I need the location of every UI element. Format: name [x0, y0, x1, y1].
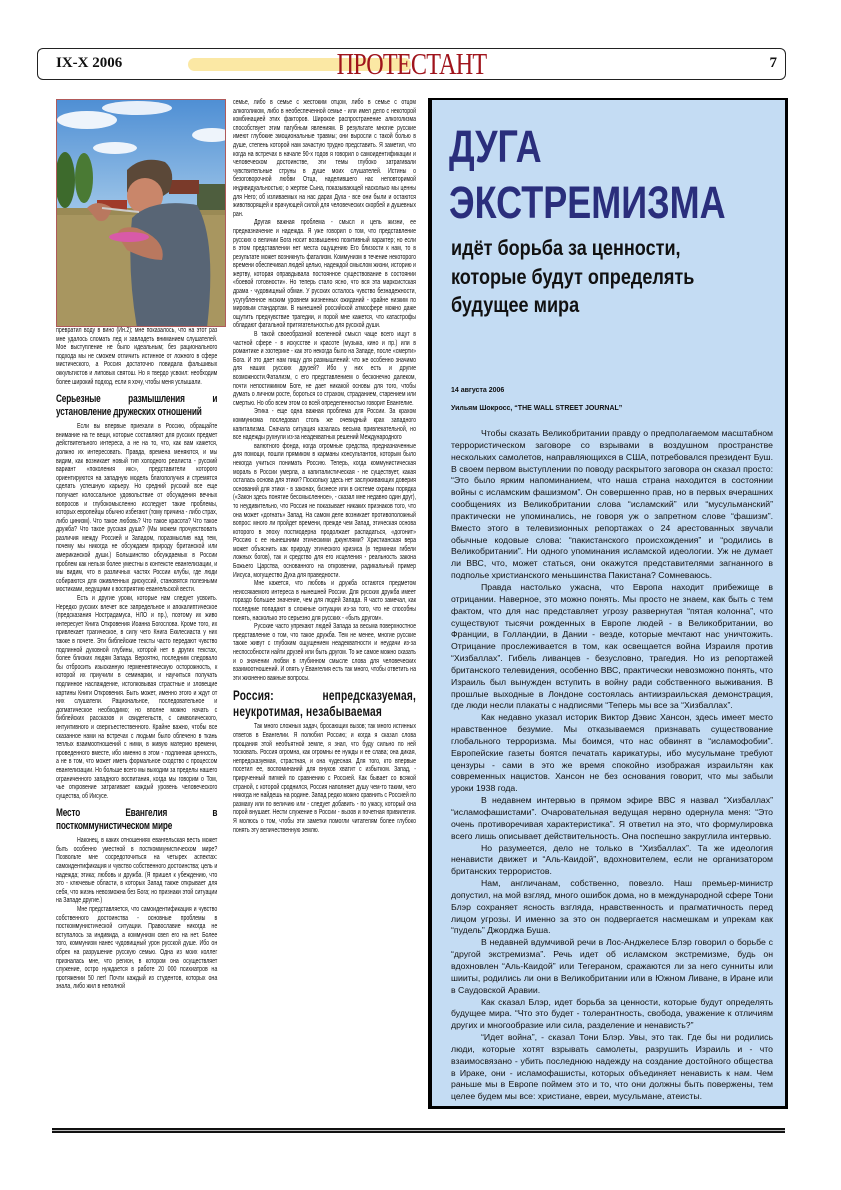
paragraph: Но разумеется, дело не только в “Хизбаллах”. Та же идеология ненависти движет и “Аль-Каидой”, вдохновителем, если не организатором британских террористов. [451, 842, 773, 877]
article-photo [56, 99, 226, 327]
middle-column [233, 99, 416, 835]
paragraph: Русские часто упрекают людей Запада за весьма поверхностное представление о том, что такое дружба. Тем не менее, многие русские также живут с глубоким ощущением неадекватности и неудачи из-за неспособности найти друзей или быть другом. То же самое можно сказать и о значении любви в глубинном смысле слова для человеческих взаимоотношений. И опять у Евангелия есть так много, чтобы ответить на эти жизненно важные вопросы. [233, 623, 416, 682]
paragraph: Мне кажется, что любовь и дружба остаются предметом неиссякаемого интереса в нынешней России. Для русских дружба имеет гораздо большее значение, чем для людей Запада. Я часто замечал, как последние попадают в сложные ситуации из-за того, что не способны понять, насколько это серьезно для русских - «быть другом». [233, 580, 416, 622]
article-author: Уильям Шокросс, “THE WALL STREET JOURNAL” [451, 405, 623, 412]
paragraph: Так много сложных задач, бросающих вызов; так много истинных ответов в Евангелии. Я полюбил Россию; и когда я сказал слова прощания этой необъятной земле, я знал, что буду сильно по ней тосковать. Россия огромна, как огромны ее нужды и ее слава; она дикая, непредсказуемая, страстная, и она чудесная. Для того, кто впервые посетил ее, воспоминаний для внуков хватит с избытком. Запад, - прирученный пигмей по сравнению с Россией. Как бывает со всякой страной, с которой сроднился, Россия наполняет душу чем-то таким, чего никогда не найдешь на родине. Запад редко можно сравнить с Россией по размаху или по величию или - следует добавить - по ужасу, который она порой внушает. Нести служение в России - вызов и почетная привилегия. Я молюсь о том, чтобы эти заметки помогли читателям более глубоко понять эту величественную землю. [233, 723, 416, 834]
paragraph: Как сказал Блэр, идет борьба за ценности, которые будут определять будущее мира. “Что это будет - толерантность, свобода, уважение к отличиям других и многообразие или сила, разделение и ненависть?” [451, 996, 773, 1031]
paragraph: В недавней вдумчивой речи в Лос-Анджелесе Блэр говорил о борьбе с “другой экстремизма”. Речь идет об исламском экстремизме, будь он вдохновлен “Аль-Каидой” или Тегераном, сражаются ли за него сунниты или шииты, родились ли они в Великобритании или в Южном Ливане, в Иране или в Саудовской Аравии. [451, 937, 773, 995]
section-heading: Россия: непредсказуемая, неукротимая, незабываемая [233, 688, 416, 720]
paragraph: валютного фонда, когда огромные средства, предназначенные для помощи, пошли прямиком в карманы консультантов, которым было некогда учиться понимать Россию. Теперь, когда коммунистическая мораль в России умерла, а капиталистическая - не существует, какая осталась основа для этики? Поскольку здесь нет заслуживающих доверия оснований для этики - в законах, бизнесе или в системе охраны порядка («Закон здесь понятие бессмысленное», - сказал мне недавно один друг), то неудивительно, что Россия не показывает никаких признаков того, что она может «догнать» Запад. На самом деле возникает противоположный вопрос: много ли пройдет времени, прежде чем Запад, этическая основа которого в эпоху постмодерна продолжает распадаться, «догонит» Россию с ее нынешними этическими джунглями? Христианская вера может объяснить как природу этического кризиса (в терминах гибели ложных богов), так и средство для его исцеления - реальность закона Божьего Царства, основанного на откровении, радикальный пример Иисуса, могущество Духа для праведности. [233, 442, 416, 579]
section-heading: Место Евангелия в посткоммунистическом мире [56, 807, 218, 833]
paragraph: Чтобы сказать Великобритании правду о предполагаемом масштабном террористическом заговоре со взрывами в воздушном пространстве нескольких самолетов, направляющихся в США, потребовался президент Буш. В своем первом выступлении по поводу раскрытого заговора он сказал просто: “Это было ярким напоминанием, что наша страна находится в состоянии войны с исламским фашизмом”. Он совершенно прав, но в первых вчерашних сообщениях из Великобритании слова “исламский” или “мусульманский” практически не упоминались, не говоря уж о запретном слове “фашизм”. Вместо этого в телевизионных репортажах о 24 арестованных звучали обычные кодовые слова: “пакистанского происхождения” и “родились в Великобритании”. Ни одного упоминания исламской идеологии. Уж не думает ли ВВС, что, может статься, они окажутся представителями загнанного в подполье христианского меньшинства Пакистана? Сомневаюсь. [451, 428, 773, 581]
newspaper-title: ПРОТЕСТАНТ [336, 46, 487, 81]
footer-divider [52, 1128, 785, 1133]
paragraph: Правда настолько ужасна, что Европа находит прибежище в отрицании. Наверное, это можно понять. Мы просто не знаем, как быть с тем фактом, что для нас представляет угрозу развернутая “пятая колонна”, что существуют тысячи рожденных в Европе людей - в Великобритании, во Франции, в Голландии, в Дании - везде, которые мечтают нас уничтожить. Отрицание прослеживается в том, как освещается война Израиля против “Хизбаллах”. Гибель ливанцев - безусловно, трагедия. Но из репортажей британского телевидения, особенно ВВС, практически невозможно понять, что Израиль был вынужден вступить в войну ради собственного выживания. В прошлые выходные в Лондоне состоялась антиизраильская демонстрация, где люди несли плакаты с надписями “Теперь мы все за “Хизбаллах”. [451, 581, 773, 711]
paragraph: В такой своеобразной вселенной смысл чаще всего ищут в частной сфере - в искусстве и красоте (музыка, кино и пр.) или в романтике и эзотерике - как это некогда было на Западе, после «смерти» Бога. И это дает нам пищу для размышлений: что же особенно значимо для наших русских друзей? Ибо у них есть и другие возможности.Фатализм, с его представлением о бесконечно далеком, почти непостижимом Боге, не дает никакой основы для того, чтобы думать о личном росте, бороться со страхом, страданием, старением или смертью. Но обо всем этом со всей определенностью говорит Евангелие. [233, 331, 416, 407]
paragraph: Наконец, в каких отношениях евангельская весть может быть особенно уместной в посткоммунистическом мире? Позвольте мне сосредоточиться на четырех аспектах: самоидентификация и чувство собственного достоинства; цель и надежда; этика; любовь и дружба. (Я пришел к убеждению, что это - ключевые области, в которых Запад также открывает для себя, что жизнь невозможна без Бога; но признаки этой ситуации на Западе другие.) [56, 837, 218, 905]
page-header [37, 48, 786, 80]
headline-line-2: ЭКСТРЕМИЗМА [449, 177, 726, 228]
headline-line-1: ДУГА [449, 121, 542, 172]
page-number: 7 [769, 55, 777, 71]
paragraph: превратил воду в вино (Ин.2); мне показалось, что на этот раз мне удалось сломать лед и завладеть вниманием слушателей. Мое выступление не было идеальным; без рационального подхода мы не сможем отличить истинное от ложного в сфере мистического, а Россия достаточно повидала фальшивых оккультистов и липовых святош. Но я твердо усвоил: необходим более широкий подход, если я хочу, чтобы меня услышали. [56, 327, 218, 386]
article-date: 14 августа 2006 [451, 387, 505, 394]
issue-date: IX-X 2006 [56, 55, 123, 71]
left-column [56, 327, 217, 992]
sidebar-article [428, 98, 788, 1109]
paragraph: Как недавно указал историк Виктор Дэвис Хансон, здесь имеет место нравственное безумие. Мы отказываемся признавать существование глобального терроризма. Мы боимся, что нас обвинят в “исламофобии”. Европейские газеты боятся печатать карикатуры, ибо мусульмане требуют цензуры - сами в это же время спокойно изображая израильтян как современных нацистов. Хансон не без основания говорит, что мы забыли уроки 1938 года. [451, 712, 773, 794]
paragraph: В недавнем интервью в прямом эфире ВВС я назвал “Хизбаллах” “исламофашистами”. Очаровательная ведущая нервно одернула меня: “Это очень противоречивая характеристика”. Я ответил на это, что формулировка всего лишь описывает действительность. Она поспешно закруглила интервью. [451, 795, 773, 841]
photo-man-eating-in-field-icon [57, 100, 226, 327]
paragraph: Нам, англичанам, собственно, повезло. Наш премьер-министр допустил, на мой взгляд, много ошибок дома, но в международной сфере Тони Блэр сохраняет ясность взгляда, нравственность и прагматичность перед лицом угрозы. И именно за это он подвергается насмешкам и упрекам как “пудель” Джорджа Буша. [451, 878, 773, 936]
subheadline: идёт борьба за ценности, которые будут определять будущее мира [451, 237, 695, 317]
paragraph: Мне представляется, что самоидентификация и чувство собственного достоинства - основные проблемы в посткоммунистической ситуации. Православие никогда не вступалось за индивида, а коммунизм свел его на нет. Более того, коммунизм нанес чудовищный урон русской душе. Ибо он обрек на разрушение русскую семью. Одна из моих коллег призналась мне, что регион, в котором она осуществляет служение, остро нуждается в работе 20 000 психиатров на протяжении 50 лет! Почти каждый из студентов, которых она знала, либо жил в неполной [56, 906, 218, 991]
paragraph: Если вы впервые приехали в Россию, обращайте внимание на те вещи, которые составляют для русских предмет действительного интереса, а не на то, что, как вам кажется, должно их интересовать. Правда, времена меняются, и мы видим, как возникает новый тип холодного реалиста - русский вариант «поколения икс», представители которого ориентируются на западную модель благополучия и стремятся сделать успешную карьеру. Но средний русский все еще получает колоссальное удовольствие от обсуждения вечных вопросов и глубокомысленно исследует такие проблемы, которых европейцы обычно избегают (тому причина - либо страх, либо цинизм). Что такое любовь? Что такое красота? Что такое дружба? Что такое русская душа? (Мы можем прочувствовать различия между Россией и Западом, поразмыслив над тем, почему мы никогда не обсуждаем природу британской или американской души.) Большинство обсуждаемых в России проблем как нельзя более уместны в контексте евангелизации, и мы видим, что в различных частях России клубы, где люди собираются для оживленных дискуссий, становятся полезными мостиками, ведущими к восприятию евангельской вести. [56, 423, 218, 594]
paragraph: Другая важная проблема - смысл и цель жизни, ее предназначение и надежда. Я уже говорил о том, что представление русских о величии Бога носит возвышенно позитивный характер; но если в этом представлении нет места ощущению Его близости к нам, то в результате может возникнуть фатализм. Коммунизм в течение некоторого времени обеспечивал людей целью, надеждой смыслом жизни, историю и жертву, которая оправдывала постоянное существование в состоянии «боевой готовности». Но теперь стало ясно, что вся эта марксистская драма - чудовищный обман. У русских осталось чувство безнадежности, усугубленное низким уровнем жизненных ожиданий - крайне низким по мировым стандартам. В нынешней российской атмосфере можно даже ощутить предчувствие трагедии, и порой мне кажется, что катастрофы обладают фатальной притягательностью для русской души. [233, 219, 416, 330]
section-heading: Серьезные размышления и установление дружеских отношений [56, 393, 218, 419]
article-body [451, 428, 773, 1103]
paragraph: “Идет война”, - сказал Тони Блэр. Увы, это так. Где бы ни родились люди, которые хотят взрывать самолеты, разрушить Израиль и - что взаимосвязано - убить последнюю надежду на создание достойного общества в Ираке, они - исламофашисты, которых объединяет ненависть к нам. Чем раньше мы в Европе поймем это и то, что они должны быть повержены, тем целее будем мы все: христиане, евреи, мусульмане, атеисты. [451, 1032, 773, 1102]
paragraph: семье, либо в семье с жестоким отцом, либо в семье с отцом алкоголиком, либо в необеспеченной семье - или имел дело с некоторой комбинацией этих факторов. Широкое распространение алкоголизма способствует этим пагубным явлениям. В результате многие русские имеют глубокие эмоциональные травмы; они выросли с такой болью в душе, степень которой нам зачастую трудно представить. Я заметил, что когда на встречах в начале 90-х годов я говорил о самоидентификации и человеческом достоинстве, эти темы глубоко затрагивали чувствительные струны в душе моих слушателей. Истины о безоговорочной любви Отца, наделившего нас неповторимой индивидуальностью; о жертве Сына, показывающей насколько мы ценны для Него; об изливаемых на нас дарах Духа - все они были и остаются животворящей и врачующей силой для человеческих скорбей и душевных ран. [233, 99, 416, 218]
paragraph: Есть и другие уроки, которые нам следует усвоить. Нередко русских влечет все запредельное и апокалиптическое (предсказания Нострадамуса, НЛО и пр.), поэтому их живо интересует Книга Откровения Иоанна Богослова. Кроме того, их привлекает трагическое, в силу чего Книга Екклесиаста у них также в почете. Эти библейские тексты часто передают чувство подлинной духовной глубины, которой нет в других текстах, более близких людям Запада. Вероятно, последним следовало бы отбросить изысканную герменевтическую осторожность, к которой их приучили в семинарии, и научиться получать подлинное наслаждение, истолковывая страстные и зловещие картины Книги Откровения. Быть может, именно этого и ждут от них слушатели. Рациональное, последовательное и догматическое необходимо; но вполне можно начать с библейских рассказов и свидетельств, с символического, интуитивного и сверхъестественного. Крайне важно, чтобы все сказанное нами на встречах с людьми было облечено в ткань теплых взаимоотношений с ними, в живую материю времени, проведенного вместе, ибо именно в этом - подлинная ценность, а не в том, что может иметь формальное сходство с процессом евангелизации. Но больше всего мы выходим за пределы нашего ограниченного западного воспитания, когда мы говорим о Том, чье откровение затрагивает каждый уровень человеческого существа, об Иисусе. [56, 595, 218, 800]
paragraph: Этика - еще одна важная проблема для России. За крахом коммунизма последовал столь же очевидный крах западного капитализма. Сначала ситуация казалась весьма привлекательной, но все надежды рухнули из-за неадекватных решений Международного [233, 408, 416, 442]
